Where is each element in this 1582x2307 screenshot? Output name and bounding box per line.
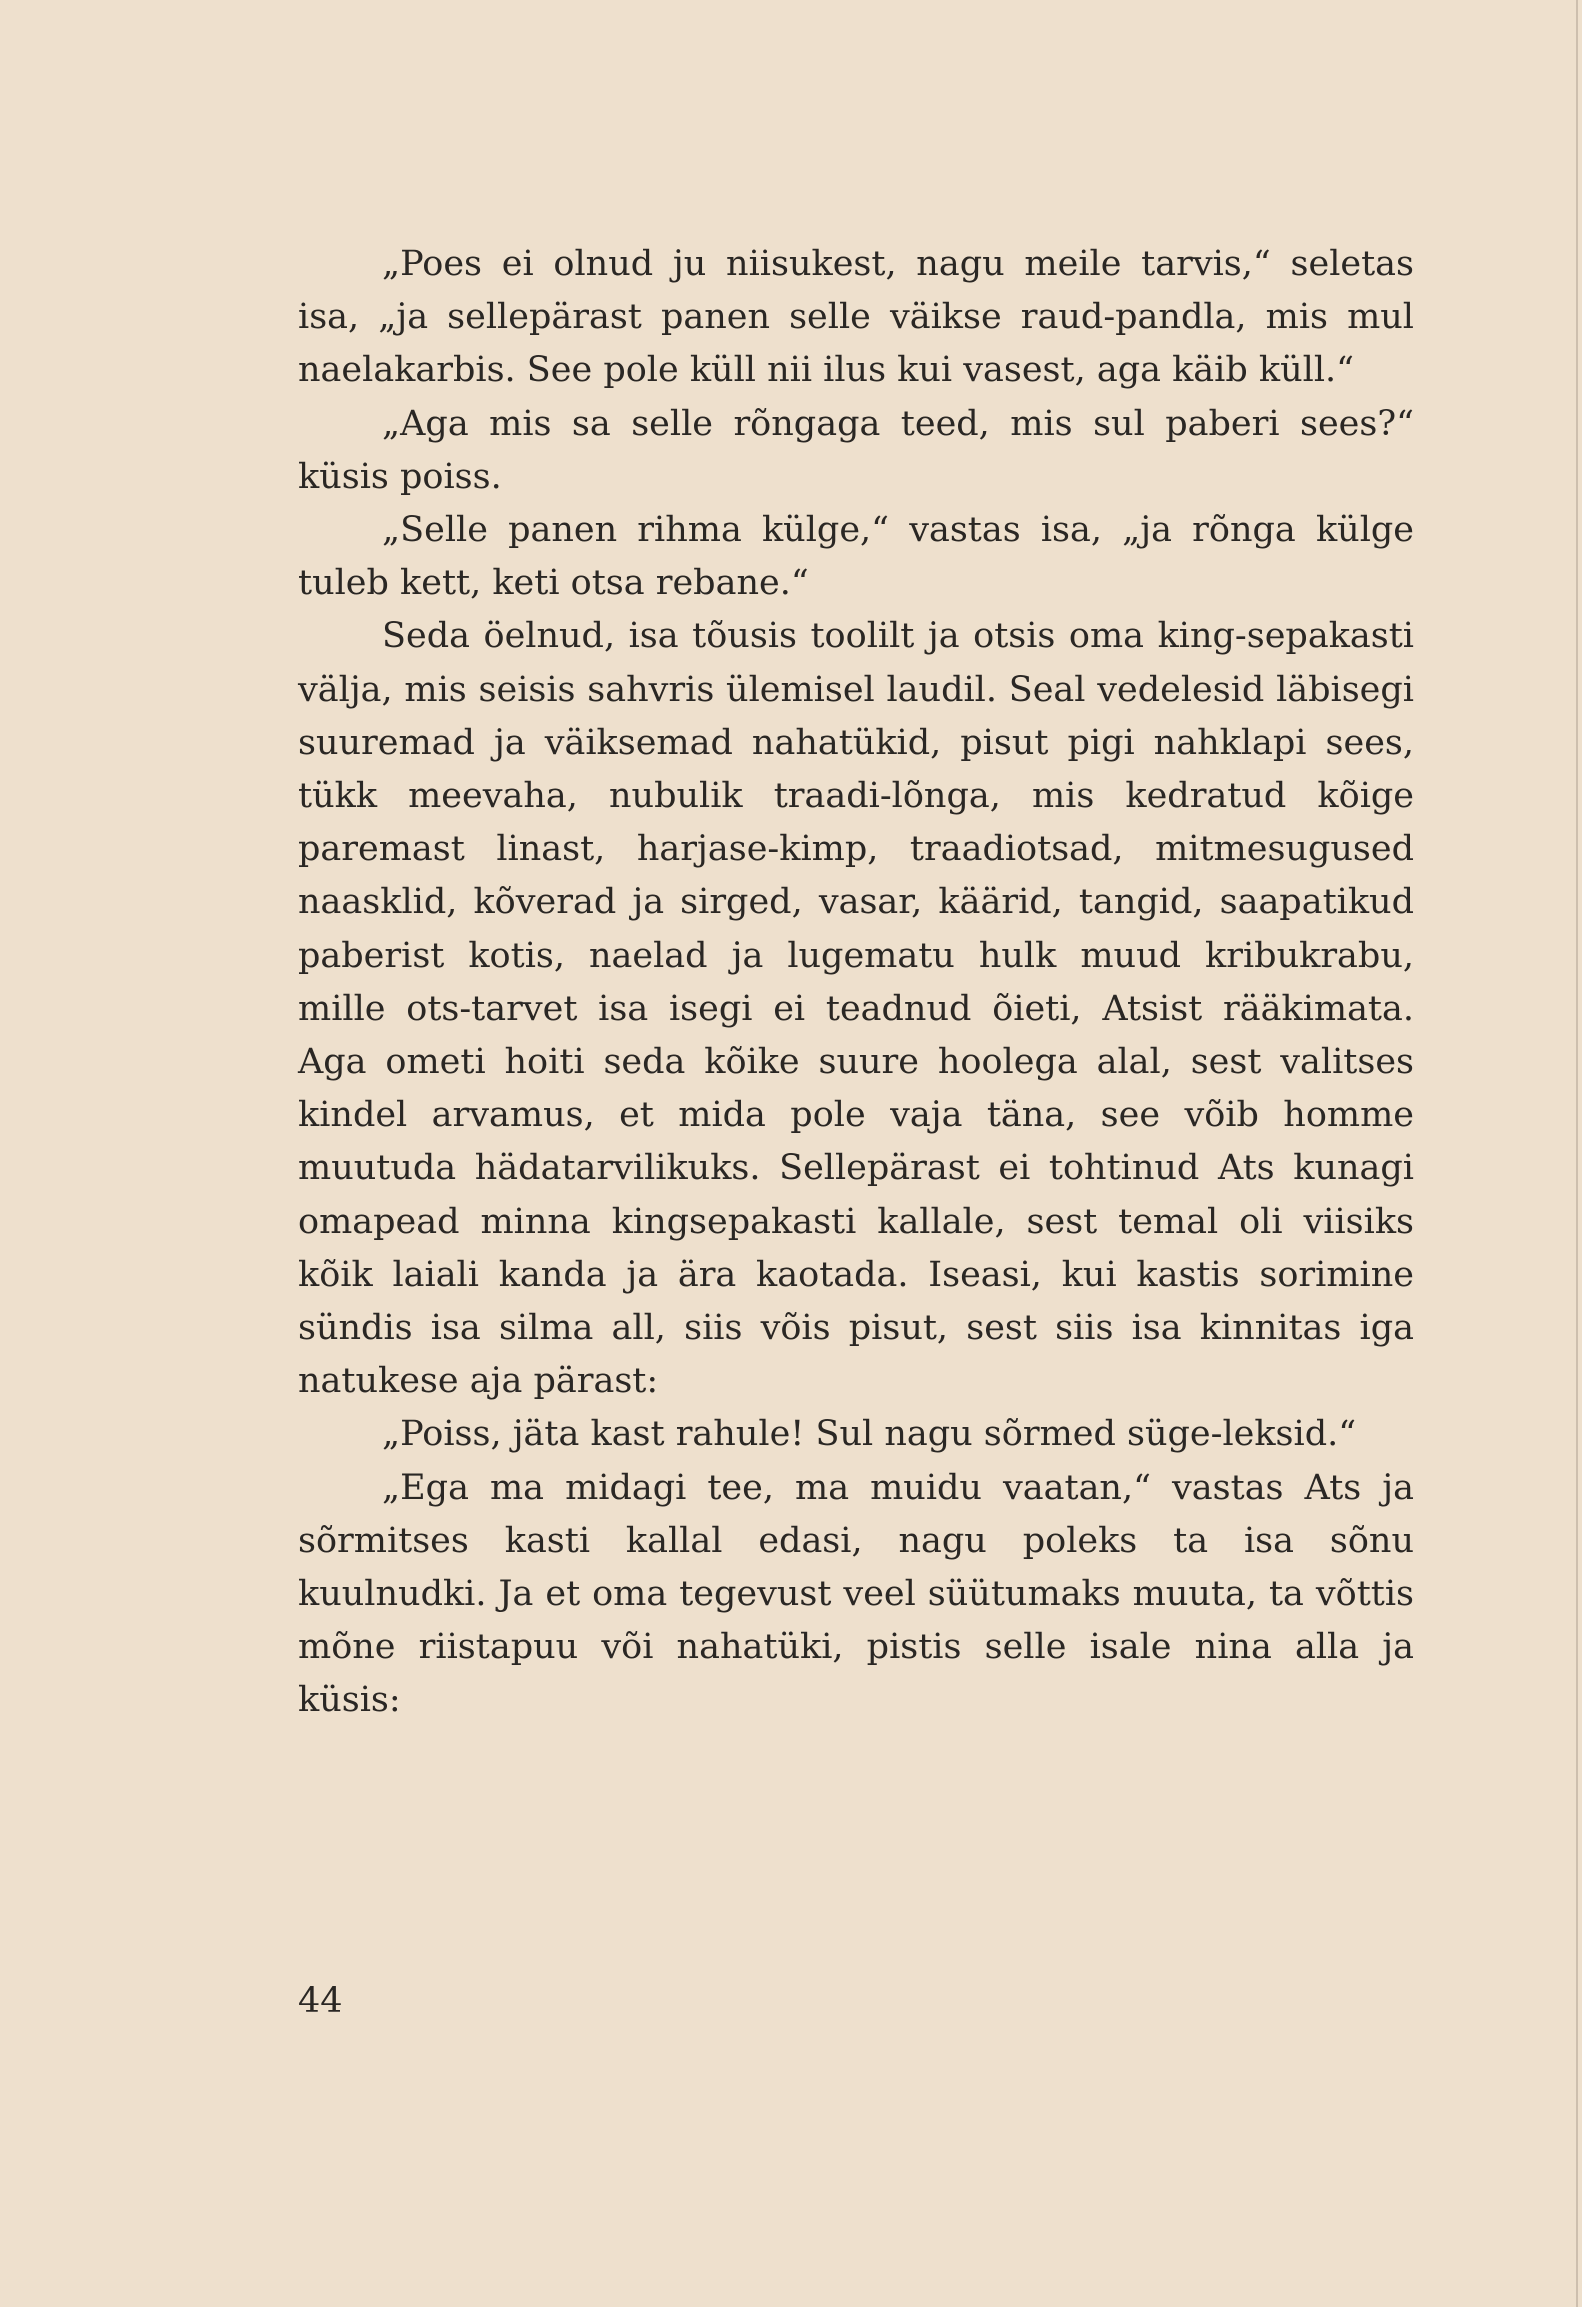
- paragraph-1: „Poes ei olnud ju niisukest, nagu meile tarvis,“ seletas isa, „ja sellepärast panen selle väikse raud-pandla, mis mul naelakarbis. See pole küll nii ilus kui vasest, aga käib küll.“: [298, 244, 1414, 391]
- paragraph-3: „Selle panen rihma külge,“ vastas isa, „ja rõnga külge tuleb kett, keti otsa rebane.“: [298, 510, 1414, 604]
- page-number: 44: [298, 1981, 343, 2021]
- paragraph-6: „Ega ma midagi tee, ma muidu vaatan,“ vastas Ats ja sõrmitses kasti kallal edasi, nagu poleks ta isa sõnu kuulnudki. Ja et oma tegevust veel süütumaks muuta, ta võttis mõne riistapuu või nahatüki, pistis selle isale nina alla ja küsis:: [298, 1467, 1414, 1721]
- body-text: [298, 238, 1414, 1728]
- paragraph-2: „Aga mis sa selle rõngaga teed, mis sul paberi sees?“ küsis poiss.: [298, 403, 1414, 497]
- paragraph-5: „Poiss, jäta kast rahule! Sul nagu sõrmed süge-leksid.“: [382, 1414, 1357, 1455]
- page-edge: [1576, 0, 1578, 2307]
- paragraph-4: Seda öelnud, isa tõusis toolilt ja otsis oma king-sepakasti välja, mis seisis sahvris ülemisel laudil. Seal vedelesid läbisegi suuremad ja väiksemad nahatükid, pisut pigi nahklapi sees, tükk meevaha, nubulik traadi-lõnga, mis kedratud kõige paremast linast, harjase-kimp, traadiotsad, mitmesugused naasklid, kõverad ja sirged, vasar, käärid, tangid, saapatikud paberist kotis, naelad ja lugematu hulk muud kribukrabu, mille ots-tarvet isa isegi ei teadnud õieti, Atsist rääkimata. Aga ometi hoiti seda kõike suure hoolega alal, sest valitses kindel arvamus, et mida pole vaja täna, see võib homme muutuda hädatarvilikuks. Sellepärast ei tohtinud Ats kunagi omapead minna kingsepakasti kallale, sest temal oli viisiks kõik laiali kanda ja ära kaotada. Iseasi, kui kastis sorimine sündis isa silma all, siis võis pisut, sest siis isa kinnitas iga natukese aja pärast:: [298, 616, 1414, 1402]
